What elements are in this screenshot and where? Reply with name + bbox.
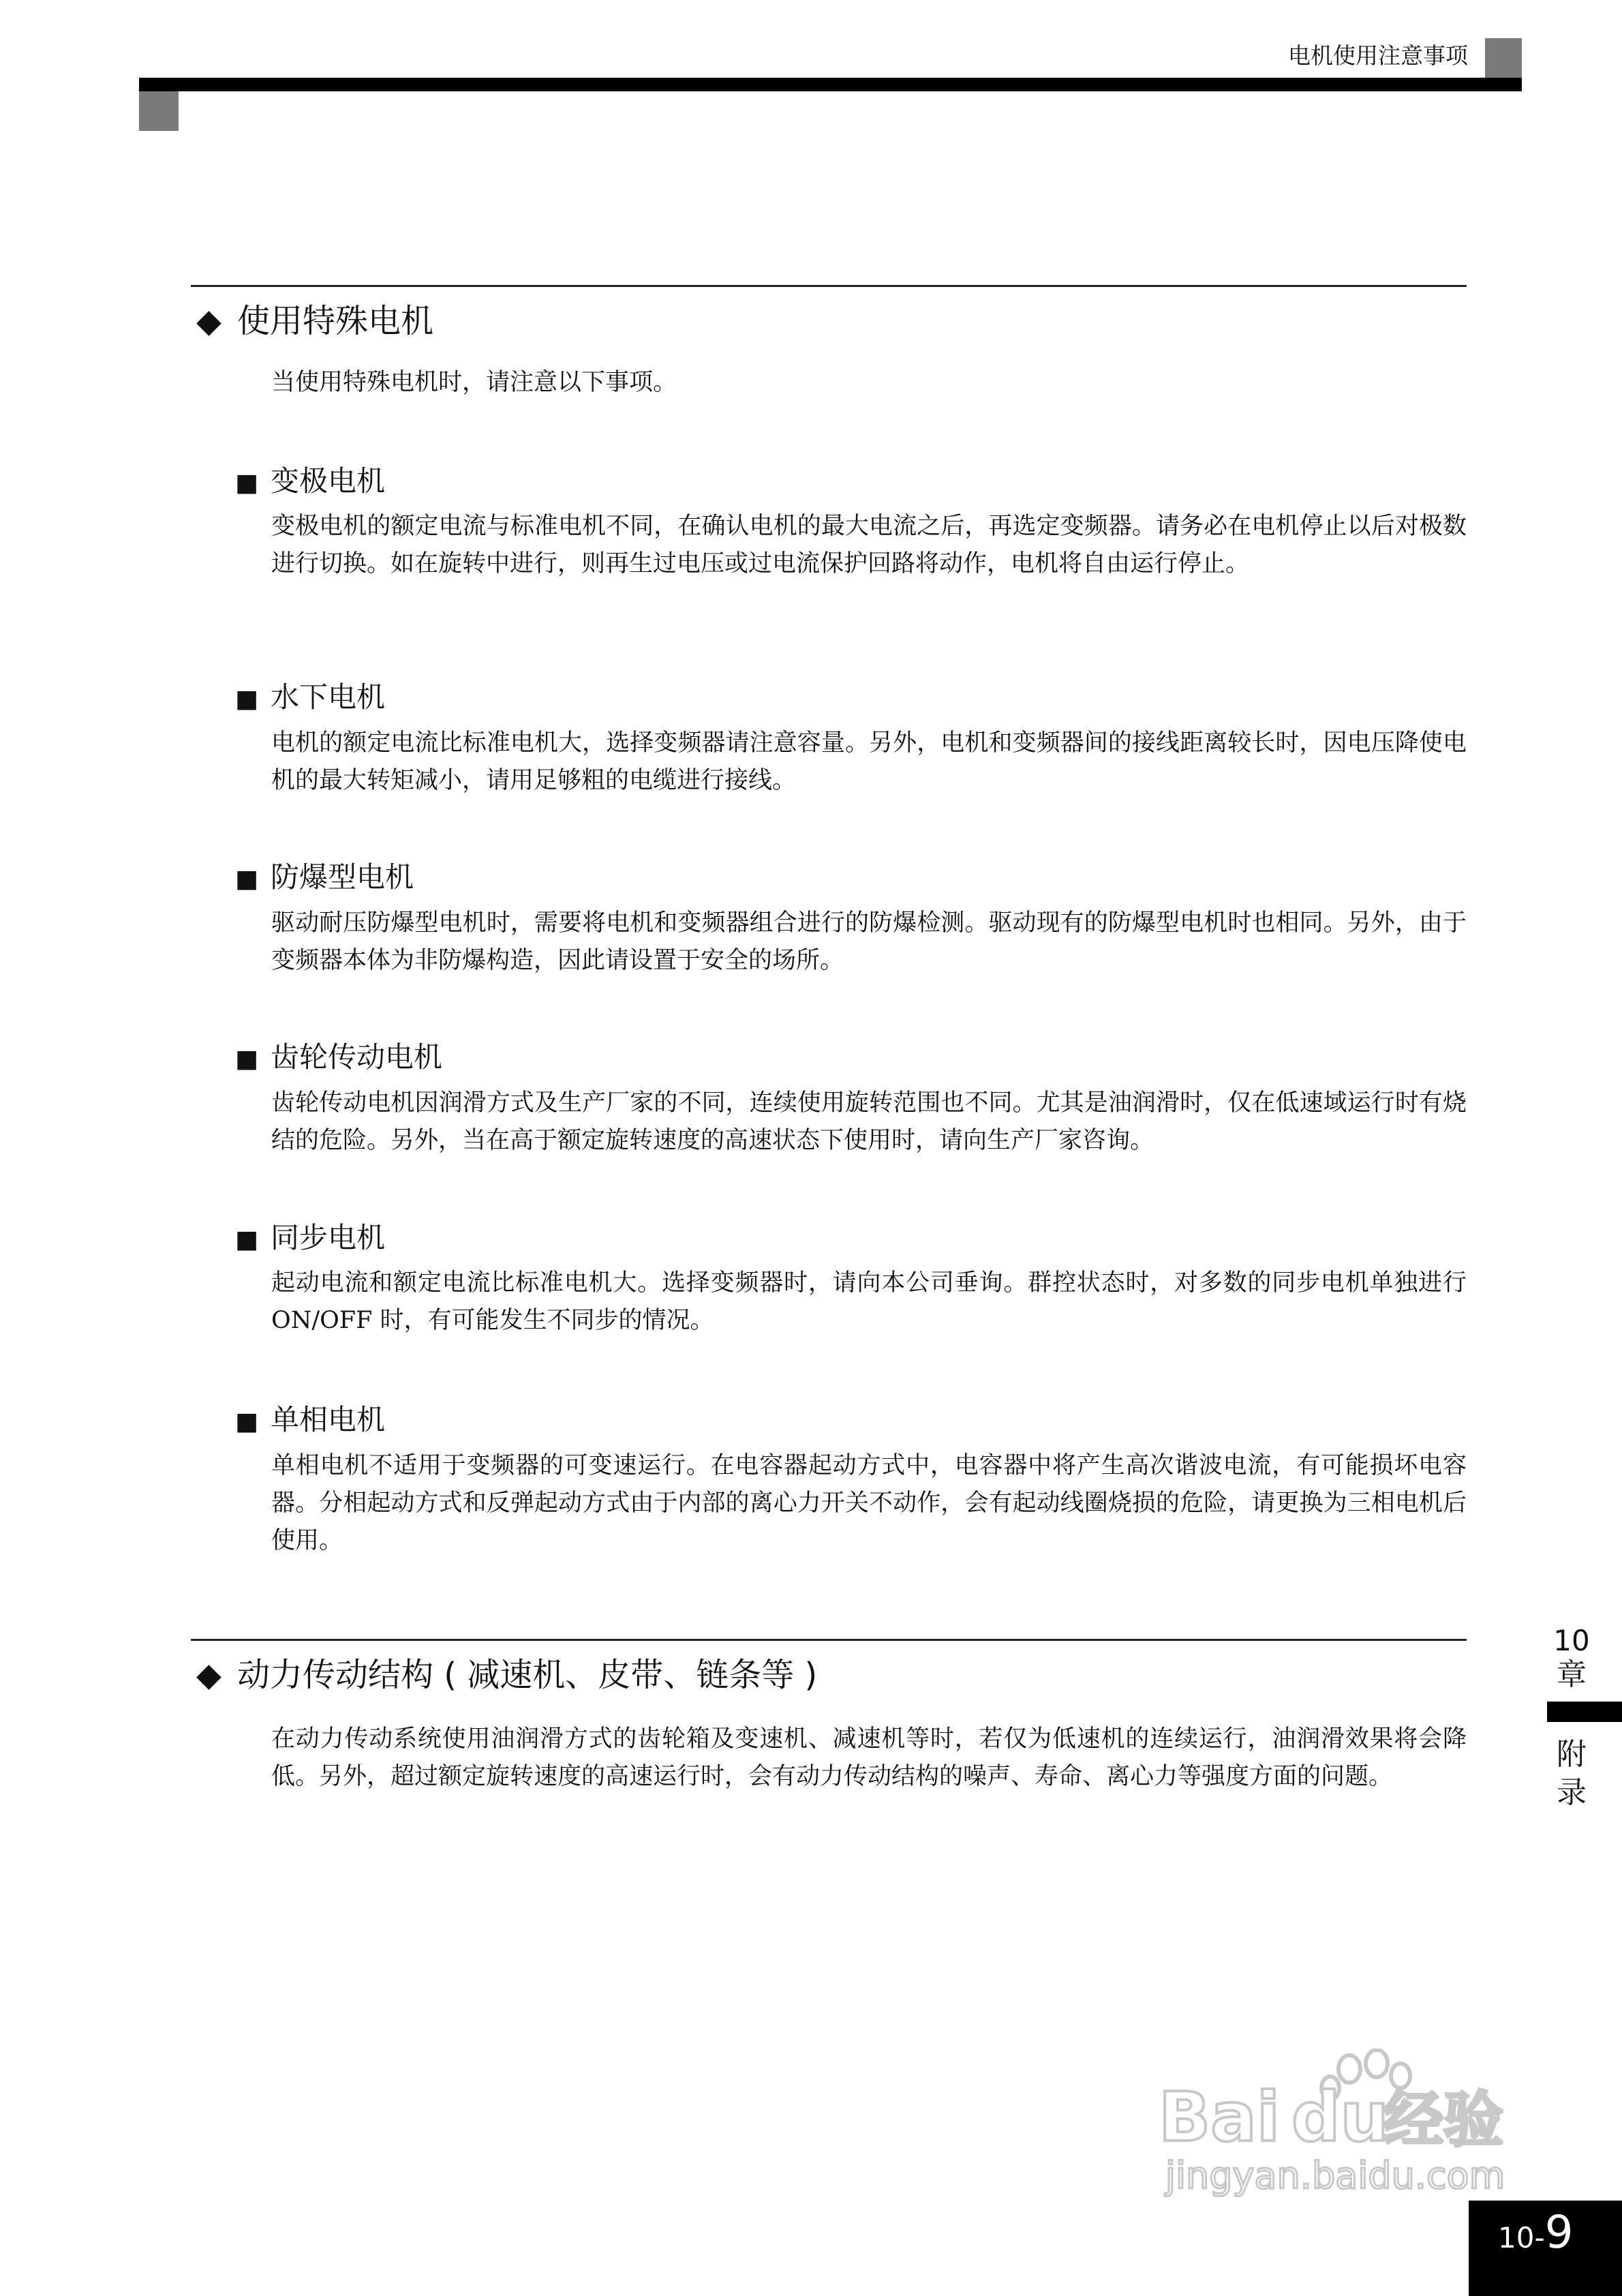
watermark-brand-suffix: du — [1291, 2077, 1389, 2157]
subsection-text: 起动电流和额定电流比标准电机大。选择变频器时，请向本公司垂询。群控状态时，对多数的同步电机单独进行 ON/OFF 时，有可能发生不同步的情况。 — [271, 1269, 1467, 1334]
section-intro: 在动力传动系统使用油润滑方式的齿轮箱及变速机、减速机等时，若仅为低速机的连续运行，油润滑效果将会降低。另外，超过额定旋转速度的高速运行时，会有动力传动结构的噪声、寿命、离心力等强度方面的问题。 — [271, 1725, 1467, 1790]
page-number-chapter: 10- — [1498, 2221, 1545, 2254]
square-bullet-icon: ■ — [235, 1045, 259, 1073]
section-divider — [191, 285, 1467, 287]
subsection-text: 单相电机不适用于变频器的可变速运行。在电容器起动方式中，电容器中将产生高次谐波电流，有可能损坏电容器。分相起动方式和反弹起动方式由于内部的离心力开关不动作，会有起动线圈烧损的危险，请更换为三相电机后使用。 — [271, 1452, 1467, 1554]
header-rule-bar — [139, 78, 1522, 91]
subsection-text: 电机的额定电流比标准电机大，选择变频器请注意容量。另外，电机和变频器间的接线距离较长时，因电压降使电机的最大转矩减小，请用足够粗的电缆进行接线。 — [271, 729, 1467, 794]
square-bullet-icon: ■ — [235, 469, 259, 497]
section-heading — [196, 294, 433, 342]
chapter-word: 章 — [1557, 1657, 1587, 1692]
subsection-title: 齿轮传动电机 — [271, 1040, 443, 1074]
chapter-title-char: 附 — [1557, 1737, 1587, 1772]
running-header-title: 电机使用注意事项 — [1288, 42, 1468, 69]
section-title: 动力传动结构 ( 减速机、皮带、链条等 ) — [237, 1656, 818, 1694]
subsection-title: 同步电机 — [271, 1221, 386, 1254]
subsection-text: 齿轮传动电机因润滑方式及生产厂家的不同，连续使用旋转范围也不同。尤其是油润滑时，仅在低速域运行时有烧结的危险。另外，当在高于额定旋转速度的高速状态下使用时，请向生产厂家咨询。 — [271, 1089, 1467, 1154]
subsection-heading — [235, 459, 385, 500]
section-heading — [196, 1648, 817, 1695]
header-gray-block-right — [1485, 38, 1522, 79]
baidu-jingyan-watermark-icon — [1152, 2049, 1520, 2199]
watermark-brand-cn: 经验 — [1383, 2085, 1504, 2155]
diamond-bullet-icon: ◆ — [196, 302, 221, 340]
chapter-title-char: 录 — [1557, 1775, 1587, 1810]
square-bullet-icon: ■ — [235, 865, 259, 893]
watermark-brand: Bai — [1159, 2077, 1280, 2157]
chapter-number: 10 — [1553, 1624, 1590, 1657]
square-bullet-icon: ■ — [235, 685, 259, 713]
chapter-tab-bar — [1547, 1702, 1622, 1722]
subsection-title: 防爆型电机 — [271, 860, 414, 894]
chapter-title — [1546, 1736, 1597, 1812]
subsection-title: 变极电机 — [271, 464, 386, 498]
subsection-heading — [235, 1398, 385, 1438]
watermark-url: jingyan.baidu.com — [1165, 2154, 1505, 2197]
diamond-bullet-icon: ◆ — [196, 1656, 221, 1694]
page-number-page: 9 — [1544, 2206, 1574, 2259]
subsection-heading — [235, 1215, 385, 1256]
section-divider — [191, 1639, 1467, 1641]
subsection-heading — [235, 855, 414, 896]
subsection-heading — [235, 1035, 442, 1076]
page-number — [1498, 2206, 1574, 2259]
section-title: 使用特殊电机 — [237, 302, 434, 340]
square-bullet-icon: ■ — [235, 1408, 259, 1436]
square-bullet-icon: ■ — [235, 1226, 259, 1254]
subsection-text: 驱动耐压防爆型电机时，需要将电机和变频器组合进行的防爆检测。驱动现有的防爆型电机时也相同。另外，由于变频器本体为非防爆构造，因此请设置于安全的场所。 — [271, 909, 1467, 974]
header-gray-block-left — [139, 91, 179, 131]
subsection-text: 变极电机的额定电流与标准电机不同，在确认电机的最大电流之后，再选定变频器。请务必在电机停止以后对极数进行切换。如在旋转中进行，则再生过电压或过电流保护回路将动作，电机将自由运行停止。 — [271, 513, 1467, 577]
section-intro: 当使用特殊电机时，请注意以下事项。 — [271, 369, 677, 396]
subsection-title: 水下电机 — [271, 680, 386, 714]
subsection-title: 单相电机 — [271, 1403, 386, 1436]
subsection-heading — [235, 675, 385, 716]
